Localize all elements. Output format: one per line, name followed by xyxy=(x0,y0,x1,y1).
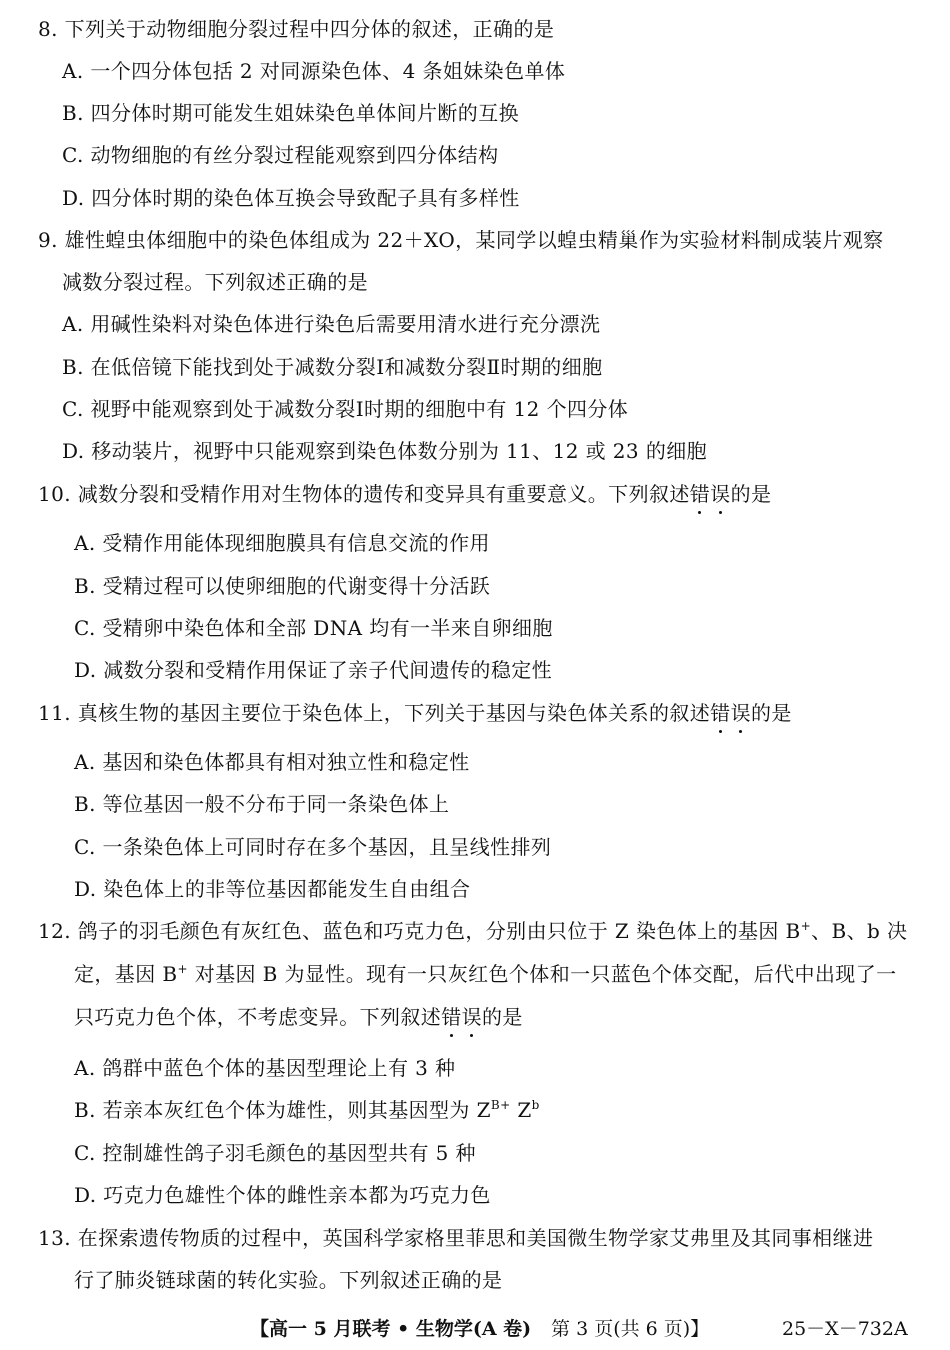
q10-option-c: C. 受精卵中染色体和全部 DNA 均有一半来自卵细胞 xyxy=(74,616,553,640)
q10-option-d: D. 减数分裂和受精作用保证了亲子代间遗传的稳定性 xyxy=(74,658,553,682)
q9-stem-line2: 减数分裂过程。下列叙述正确的是 xyxy=(62,270,368,294)
q13-stem-line1: 13. 在探索遗传物质的过程中，英国科学家格里菲思和美国微生物学家艾弗里及其同事相继进 xyxy=(38,1226,874,1250)
q11-emphasis-char: 误 xyxy=(730,701,751,725)
q12-emphasis-char: 错 xyxy=(441,1005,462,1029)
q12-superscript: + xyxy=(177,962,188,976)
q11-option-c: C. 一条染色体上可同时存在多个基因，且呈线性排列 xyxy=(74,835,552,859)
q9-option-d: D. 移动装片，视野中只能观察到染色体数分别为 11、12 或 23 的细胞 xyxy=(62,439,708,463)
q8-option-d: D. 四分体时期的染色体互换会导致配子具有多样性 xyxy=(62,186,520,210)
q12-superscript: + xyxy=(800,919,812,933)
q12-option-b xyxy=(74,1097,540,1123)
q11-option-b: B. 等位基因一般不分布于同一条染色体上 xyxy=(74,792,450,816)
q8-stem: 8. 下列关于动物细胞分裂过程中四分体的叙述，正确的是 xyxy=(38,17,555,41)
q12-stem-line3 xyxy=(74,1004,523,1030)
q12-emphasis-char: 误 xyxy=(461,1005,483,1029)
q10-emphasis-char: 误 xyxy=(710,482,731,506)
q12-option-b-text: B. 若亲本灰红色个体为雄性，则其基因型为 Z xyxy=(74,1098,491,1122)
q9-option-a: A. 用碱性染料对染色体进行染色后需要用清水进行充分漂洗 xyxy=(62,312,601,336)
q12-stem-text: 对基因 B 为显性。现有一只灰红色个体和一只蓝色个体交配，后代中出现了一 xyxy=(187,962,897,986)
q10-stem-tail: 的是 xyxy=(730,482,772,506)
q12-stem-text: 定，基因 B xyxy=(74,962,178,986)
q12-option-a: A. 鸽群中蓝色个体的基因型理论上有 3 种 xyxy=(74,1056,456,1080)
q8-option-a: A. 一个四分体包括 2 对同源染色体、4 条姐妹染色单体 xyxy=(62,59,566,83)
page-footer xyxy=(0,1316,950,1342)
q11-emphasis-char: 错 xyxy=(710,701,731,725)
q12-stem-text: 、B、b 决 xyxy=(811,919,908,943)
q10-option-a: A. 受精作用能体现细胞膜具有信息交流的作用 xyxy=(74,531,490,555)
footer-exam-name: 【高一 5 月联考 • 生物学(A 卷) xyxy=(250,1318,532,1340)
q8-option-c: C. 动物细胞的有丝分裂过程能观察到四分体结构 xyxy=(62,143,499,167)
q10-stem xyxy=(38,481,771,507)
q12-stem-line2 xyxy=(74,961,897,987)
q10-stem-text: 10. 减数分裂和受精作用对生物体的遗传和变异具有重要意义。下列叙述 xyxy=(38,482,690,506)
q11-stem-tail: 的是 xyxy=(750,701,792,725)
q11-option-d: D. 染色体上的非等位基因都能发生自由组合 xyxy=(74,877,471,901)
q8-option-b: B. 四分体时期可能发生姐妹染色单体间片断的互换 xyxy=(62,101,520,125)
footer-page-number: 第 3 页(共 6 页)】 xyxy=(551,1318,710,1340)
q10-option-b: B. 受精过程可以使卵细胞的代谢变得十分活跃 xyxy=(74,574,491,598)
q13-stem-line2: 行了肺炎链球菌的转化实验。下列叙述正确的是 xyxy=(74,1268,503,1292)
q12-stem-text: 只巧克力色个体，不考虑变异。下列叙述 xyxy=(74,1005,442,1029)
q12-stem-line1 xyxy=(38,918,907,944)
q9-stem-line1: 9. 雄性蝗虫体细胞中的染色体组成为 22＋XO，某同学以蝗虫精巢作为实验材料制成装片观察 xyxy=(38,228,884,252)
q9-option-c: C. 视野中能观察到处于减数分裂Ⅰ时期的细胞中有 12 个四分体 xyxy=(62,397,629,421)
q11-option-a: A. 基因和染色体都具有相对独立性和稳定性 xyxy=(74,750,470,774)
q12-superscript: b xyxy=(531,1098,540,1112)
q12-option-c: C. 控制雄性鸽子羽毛颜色的基因型共有 5 种 xyxy=(74,1141,476,1165)
q11-stem xyxy=(38,700,792,726)
footer-exam-title xyxy=(250,1316,709,1342)
q9-option-b: B. 在低倍镜下能找到处于减数分裂Ⅰ和减数分裂Ⅱ时期的细胞 xyxy=(62,355,603,379)
q12-stem-text: 12. 鸽子的羽毛颜色有灰红色、蓝色和巧克力色，分别由只位于 Z 染色体上的基因 B xyxy=(38,919,801,943)
q11-stem-text: 11. 真核生物的基因主要位于染色体上，下列关于基因与染色体关系的叙述 xyxy=(38,701,711,725)
q12-option-b-text: Z xyxy=(510,1098,532,1122)
q12-option-d: D. 巧克力色雄性个体的雌性亲本都为巧克力色 xyxy=(74,1183,491,1207)
q10-emphasis-char: 错 xyxy=(689,482,711,506)
footer-paper-code: 25－X－732A xyxy=(782,1318,908,1340)
q12-stem-tail: 的是 xyxy=(482,1005,523,1029)
q12-superscript: B+ xyxy=(490,1098,511,1112)
